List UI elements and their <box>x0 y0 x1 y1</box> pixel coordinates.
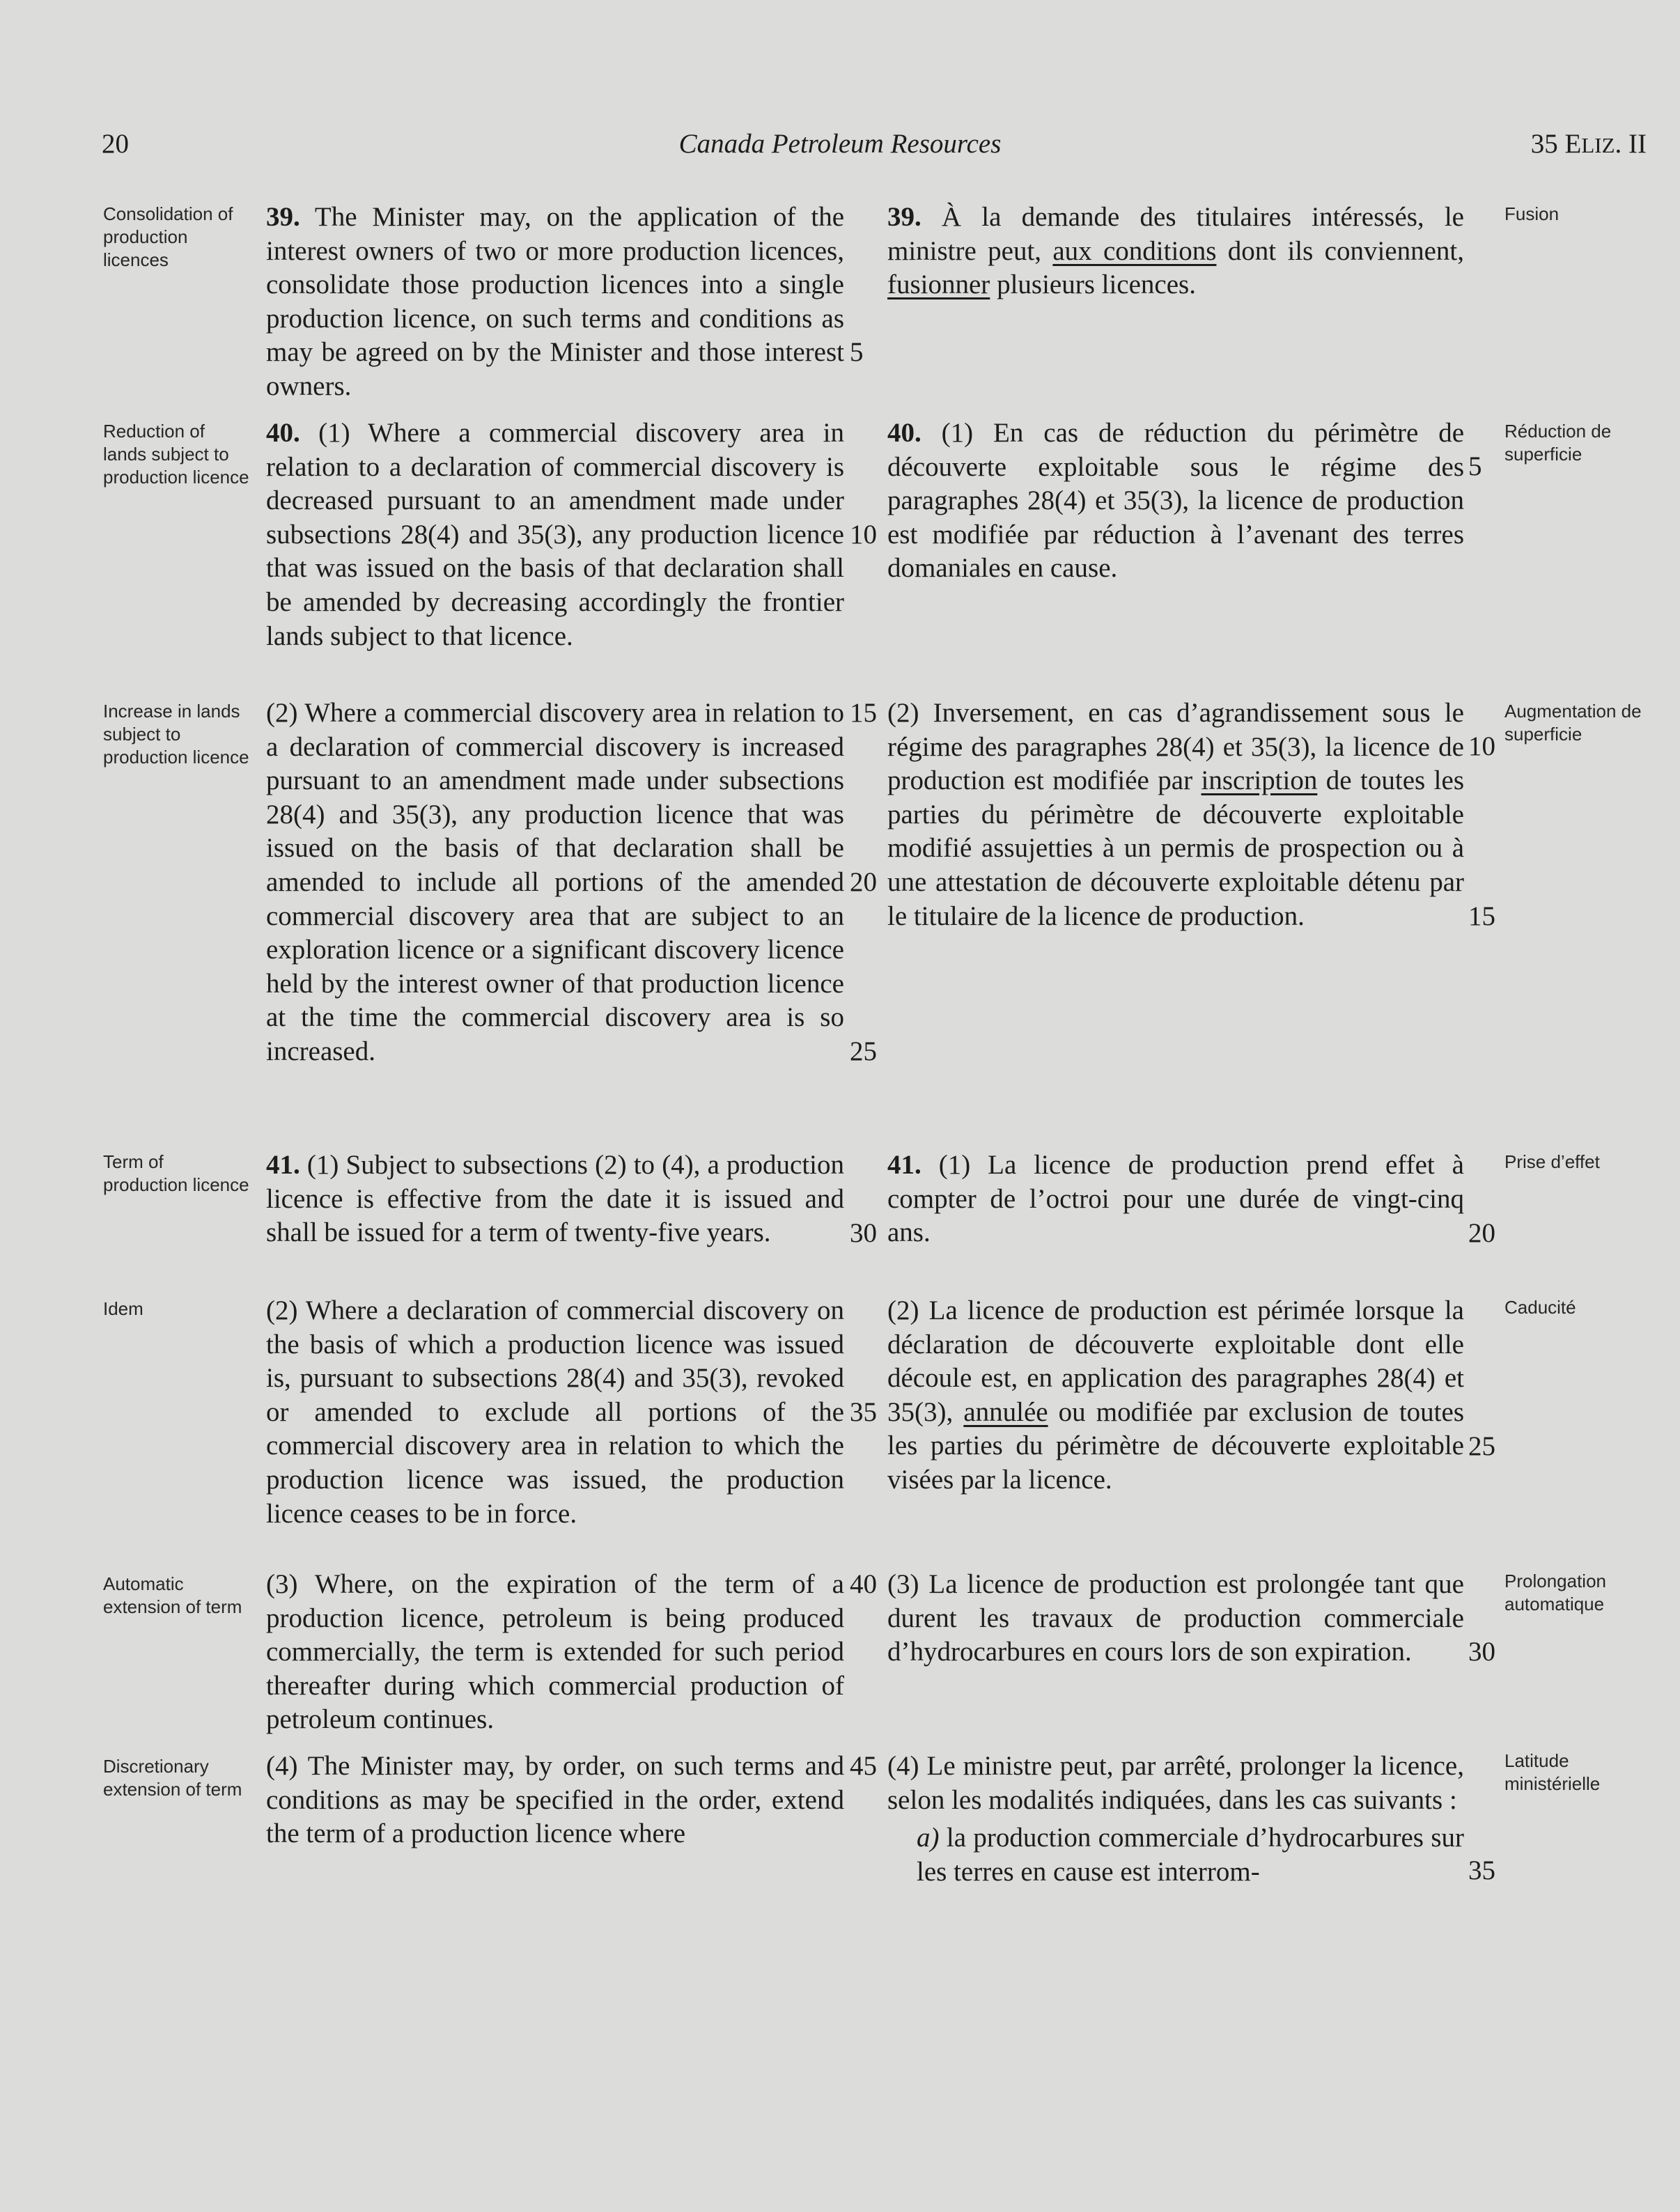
line-number: 25 <box>850 1036 877 1066</box>
marginal-note-fr: Prise d’effet <box>1504 1151 1600 1172</box>
line-number: 30 <box>850 1218 877 1248</box>
page-number: 20 <box>102 129 129 159</box>
french-text: (4) Le ministre peut, par arrêté, prolonger la licence, selon les modalités indiquées, dans les cas suivants : a) la production commerciale d’hydrocarbures sur les terres en cause est interrom- <box>887 1750 1464 1889</box>
line-number: 25 <box>1468 1431 1495 1461</box>
marginal-note-fr: Fusion <box>1504 203 1560 224</box>
list-item: a) la production commerciale d’hydrocarbures sur les terres en cause est interrom- <box>917 1823 1464 1887</box>
marginal-note-en: Automatic extension of term <box>103 1573 242 1617</box>
line-number: 20 <box>850 867 877 897</box>
line-number: 45 <box>850 1751 877 1781</box>
line-number: 5 <box>850 337 864 367</box>
line-number: 35 <box>1468 1855 1495 1885</box>
english-text: (4) The Minister may, by order, on such terms and conditions as may be specified in the order, extend the term of a production licence where <box>266 1751 844 1849</box>
english-text: 40. (1) Where a commercial discovery area in relation to a declaration of commercial discovery is decreased pursuant to an amendment made under subsections 28(4) and 35(3), any production licence that was issued on the basis of that declaration shall be amended by decreasing accordingly the frontier lands subject to that licence. <box>266 418 844 651</box>
line-number: 15 <box>850 698 877 728</box>
line-number: 15 <box>1468 901 1495 931</box>
french-text: (2) Inversement, en cas d’agrandissement sous le régime des paragraphes 28(4) et 35(3), la licence de production est modifiée par inscription de toutes les parties du périmètre de découverte exploitable modifié assujetties à un permis de prospection ou à une attestation de découverte exploitable détenu par le titulaire de la licence de production. <box>887 698 1464 931</box>
marginal-note-en: Term of production licence <box>103 1151 249 1195</box>
line-number: 10 <box>850 520 877 550</box>
line-number: 30 <box>1468 1637 1495 1667</box>
french-text: 41. (1) La licence de production prend effet à compter de l’octroi pour une durée de vingt-cinq ans. <box>887 1150 1464 1248</box>
marginal-note-fr: Augmentation de superficie <box>1504 701 1642 745</box>
marginal-note-en: Idem <box>103 1298 143 1319</box>
marginal-note-fr: Réduction de superficie <box>1504 421 1612 465</box>
english-text: 41. (1) Subject to subsections (2) to (4), a production licence is effective from the date it is issued and shall be issued for a term of twenty-five years. <box>266 1150 844 1248</box>
line-number: 20 <box>1468 1218 1495 1248</box>
english-text: 39. The Minister may, on the application of the interest owners of two or more production licences, consolidate those production licences into a single production licence, on such terms and conditions as may be agreed on by the Minister and those interest owners. <box>266 202 844 401</box>
marginal-note-fr: Prolongation automatique <box>1504 1571 1606 1614</box>
french-text: 39. À la demande des titulaires intéressés, le ministre peut, aux conditions dont ils conviennent, fusionner plusieurs licences. <box>887 202 1464 300</box>
marginal-note-en: Consolidation of production licences <box>103 203 233 270</box>
marginal-note-en: Discretionary extension of term <box>103 1756 242 1800</box>
english-text: (2) Where a declaration of commercial discovery on the basis of which a production licence was issued is, pursuant to subsections 28(4) and 35(3), revoked or amended to exclude all portions of the commercial discovery area in relation to which the production licence was issued, the production licence ceases to be in force. <box>266 1295 844 1529</box>
marginal-note-en: Increase in lands subject to production licence <box>103 701 249 768</box>
running-title: Canada Petroleum Resources <box>678 129 1002 159</box>
french-text: (2) La licence de production est périmée lorsque la déclaration de découverte exploitable dont elle découle est, en application des paragraphes 28(4) et 35(3), annulée ou modifiée par exclusion de toutes les parties du périmètre de découverte exploitable visées par la licence. <box>887 1295 1464 1495</box>
french-text: (3) La licence de production est prolongée tant que durent les travaux de production commerciale d’hydrocarbures en cours lors de son expiration. <box>887 1569 1464 1667</box>
english-text: (2) Where a commercial discovery area in relation to a declaration of commercial discovery is increased pursuant to an amendment made under subsections 28(4) and 35(3), any production licence that was issued on the basis of that declaration shall be amended to include all portions of the amended commercial discovery area that are subject to an exploration licence or a significant discovery licence held by the interest owner of that production licence at the time the commercial discovery area is so increased. <box>266 698 844 1066</box>
line-number: 40 <box>850 1569 877 1599</box>
english-text: (3) Where, on the expiration of the term of a production licence, petroleum is being produced commercially, the term is extended for such period thereafter during which commercial production of petroleum continues. <box>266 1569 844 1735</box>
marginal-note-fr: Caducité <box>1504 1297 1576 1318</box>
marginal-note-en: Reduction of lands subject to production licence <box>103 421 249 488</box>
regnal-year: 35 ELIZ. II <box>1530 129 1647 159</box>
line-number: 10 <box>1468 731 1495 761</box>
line-number: 35 <box>850 1397 877 1427</box>
line-number: 5 <box>1468 451 1482 481</box>
marginal-note-fr: Latitude ministérielle <box>1504 1750 1601 1794</box>
french-text: 40. (1) En cas de réduction du périmètre de découverte exploitable sous le régime des paragraphes 28(4) et 35(3), la licence de production est modifiée par réduction à l’avenant des terres domaniales en cause. <box>887 418 1464 584</box>
